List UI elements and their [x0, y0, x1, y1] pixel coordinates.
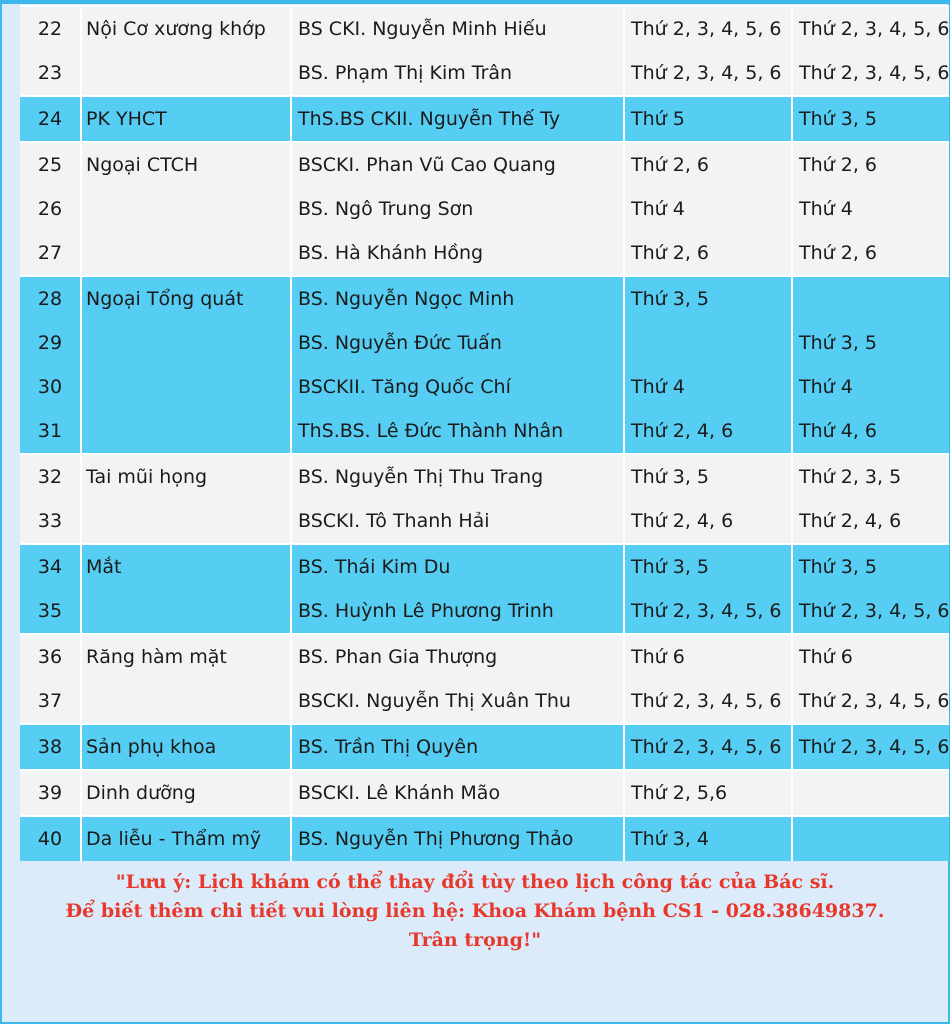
doctor-name-cell: BS CKI. Nguyễn Minh Hiếu — [291, 6, 624, 51]
doctor-name-cell: BS. Nguyễn Thị Phương Thảo — [291, 816, 624, 861]
doctor-name-cell: BS. Phạm Thị Kim Trân — [291, 51, 624, 96]
department-cell: Dinh dưỡng — [81, 770, 291, 816]
row-number: 35 — [20, 589, 81, 634]
schedule-days-cell: Thứ 2, 6 — [792, 142, 949, 187]
department-cell: Răng hàm mặt — [81, 634, 291, 679]
doctor-name-cell: BS. Nguyễn Đức Tuấn — [291, 321, 624, 365]
schedule-days-cell: Thứ 3, 4 — [624, 816, 792, 861]
doctor-name-cell: BS. Huỳnh Lê Phương Trinh — [291, 589, 624, 634]
top-border — [0, 0, 950, 4]
doctor-name-cell: BS. Nguyễn Thị Thu Trang — [291, 454, 624, 499]
department-cell: Sản phụ khoa — [81, 724, 291, 770]
row-number: 36 — [20, 634, 81, 679]
row-number: 38 — [20, 724, 81, 770]
schedule-days-cell: Thứ 2, 3, 4, 5, 6 — [624, 6, 792, 51]
row-number: 31 — [20, 409, 81, 454]
table-row — [20, 51, 949, 96]
department-cell — [81, 409, 291, 454]
schedule-days-cell: Thứ 4 — [792, 187, 949, 231]
doctor-name-cell: BS. Trần Thị Quyên — [291, 724, 624, 770]
department-cell: Ngoại Tổng quát — [81, 276, 291, 321]
doctor-name-cell: BS. Phan Gia Thượng — [291, 634, 624, 679]
department-cell: PK YHCT — [81, 96, 291, 142]
table-row — [20, 589, 949, 634]
department-cell — [81, 321, 291, 365]
row-number: 24 — [20, 96, 81, 142]
department-cell — [81, 679, 291, 724]
schedule-days-cell: Thứ 2, 4, 6 — [624, 409, 792, 454]
schedule-days-cell: Thứ 2, 3, 4, 5, 6 — [792, 51, 949, 96]
schedule-days-cell — [792, 816, 949, 861]
schedule-days-cell: Thứ 3, 5 — [624, 276, 792, 321]
row-number: 37 — [20, 679, 81, 724]
row-number: 34 — [20, 544, 81, 589]
schedule-days-cell: Thứ 4 — [792, 365, 949, 409]
table-row — [20, 6, 949, 51]
row-number: 29 — [20, 321, 81, 365]
table-row — [20, 96, 949, 142]
department-cell — [81, 365, 291, 409]
department-cell: Da liễu - Thẩm mỹ — [81, 816, 291, 861]
table-row — [20, 724, 949, 770]
doctor-name-cell: BS. Nguyễn Ngọc Minh — [291, 276, 624, 321]
schedule-days-cell: Thứ 2, 3, 4, 5, 6 — [792, 679, 949, 724]
schedule-days-cell: Thứ 2, 4, 6 — [624, 499, 792, 544]
schedule-days-cell: Thứ 3, 5 — [624, 454, 792, 499]
doctor-name-cell: BSCKI. Lê Khánh Mão — [291, 770, 624, 816]
department-cell — [81, 231, 291, 276]
schedule-days-cell: Thứ 2, 6 — [624, 142, 792, 187]
row-number: 22 — [20, 6, 81, 51]
schedule-days-cell: Thứ 3, 5 — [792, 321, 949, 365]
schedule-days-cell: Thứ 2, 5,6 — [624, 770, 792, 816]
table-row — [20, 231, 949, 276]
row-number: 30 — [20, 365, 81, 409]
schedule-days-cell: Thứ 6 — [792, 634, 949, 679]
schedule-days-cell: Thứ 5 — [624, 96, 792, 142]
schedule-days-cell: Thứ 4 — [624, 365, 792, 409]
notice-closing-line: Trân trọng!" — [408, 929, 542, 951]
table-row — [20, 816, 949, 861]
row-number: 23 — [20, 51, 81, 96]
schedule-days-cell: Thứ 2, 4, 6 — [792, 499, 949, 544]
doctor-name-cell: BSCKII. Tăng Quốc Chí — [291, 365, 624, 409]
department-cell: Tai mũi họng — [81, 454, 291, 499]
doctor-name-cell: BSCKI. Nguyễn Thị Xuân Thu — [291, 679, 624, 724]
department-cell: Nội Cơ xương khớp — [81, 6, 291, 51]
table-row — [20, 276, 949, 321]
row-number: 26 — [20, 187, 81, 231]
schedule-days-cell: Thứ 3, 5 — [792, 96, 949, 142]
table-row — [20, 544, 949, 589]
table-row — [20, 365, 949, 409]
table-row — [20, 321, 949, 365]
table-row — [20, 634, 949, 679]
schedule-days-cell: Thứ 2, 3, 4, 5, 6 — [624, 589, 792, 634]
table-row — [20, 187, 949, 231]
schedule-days-cell: Thứ 4 — [624, 187, 792, 231]
schedule-days-cell: Thứ 2, 3, 4, 5, 6 — [624, 679, 792, 724]
doctor-name-cell: ThS.BS CKII. Nguyễn Thế Ty — [291, 96, 624, 142]
doctor-name-cell: BS. Hà Khánh Hồng — [291, 231, 624, 276]
doctor-name-cell: BS. Ngô Trung Sơn — [291, 187, 624, 231]
schedule-days-cell: Thứ 2, 6 — [792, 231, 949, 276]
schedule-days-cell — [792, 770, 949, 816]
row-number: 28 — [20, 276, 81, 321]
schedule-days-cell: Thứ 2, 6 — [624, 231, 792, 276]
doctor-name-cell: BSCKI. Phan Vũ Cao Quang — [291, 142, 624, 187]
row-number: 40 — [20, 816, 81, 861]
schedule-days-cell: Thứ 3, 5 — [792, 544, 949, 589]
row-number: 25 — [20, 142, 81, 187]
schedule-days-cell: Thứ 6 — [624, 634, 792, 679]
row-number: 32 — [20, 454, 81, 499]
table-row — [20, 142, 949, 187]
row-number: 27 — [20, 231, 81, 276]
schedule-days-cell: Thứ 3, 5 — [624, 544, 792, 589]
schedule-days-cell: Thứ 2, 3, 4, 5, 6 — [624, 51, 792, 96]
doctor-schedule-table — [20, 5, 949, 861]
table-row — [20, 679, 949, 724]
row-number: 33 — [20, 499, 81, 544]
schedule-days-cell: Thứ 2, 3, 4, 5, 6 — [792, 724, 949, 770]
table-row — [20, 770, 949, 816]
department-cell — [81, 499, 291, 544]
department-cell — [81, 187, 291, 231]
doctor-name-cell: ThS.BS. Lê Đức Thành Nhân — [291, 409, 624, 454]
doctor-name-cell: BSCKI. Tô Thanh Hải — [291, 499, 624, 544]
schedule-days-cell: Thứ 2, 3, 5 — [792, 454, 949, 499]
doctor-name-cell: BS. Thái Kim Du — [291, 544, 624, 589]
table-row — [20, 499, 949, 544]
department-cell — [81, 589, 291, 634]
department-cell — [81, 51, 291, 96]
notice-line: "Lưu ý: Lịch khám có thể thay đổi tùy theo lịch công tác của Bác sĩ. — [115, 871, 835, 893]
notice-contact-line: Để biết thêm chi tiết vui lòng liên hệ: Khoa Khám bệnh CS1 - 028.38649837. — [65, 900, 885, 922]
schedule-days-cell — [792, 276, 949, 321]
department-cell: Ngoại CTCH — [81, 142, 291, 187]
schedule-days-cell: Thứ 2, 3, 4, 5, 6 — [624, 724, 792, 770]
schedule-days-cell: Thứ 4, 6 — [792, 409, 949, 454]
table-row — [20, 409, 949, 454]
schedule-days-cell: Thứ 2, 3, 4, 5, 6 — [792, 589, 949, 634]
department-cell: Mắt — [81, 544, 291, 589]
schedule-days-cell — [624, 321, 792, 365]
schedule-days-cell: Thứ 2, 3, 4, 5, 6 — [792, 6, 949, 51]
schedule-change-notice — [0, 868, 950, 955]
row-number: 39 — [20, 770, 81, 816]
table-row — [20, 454, 949, 499]
